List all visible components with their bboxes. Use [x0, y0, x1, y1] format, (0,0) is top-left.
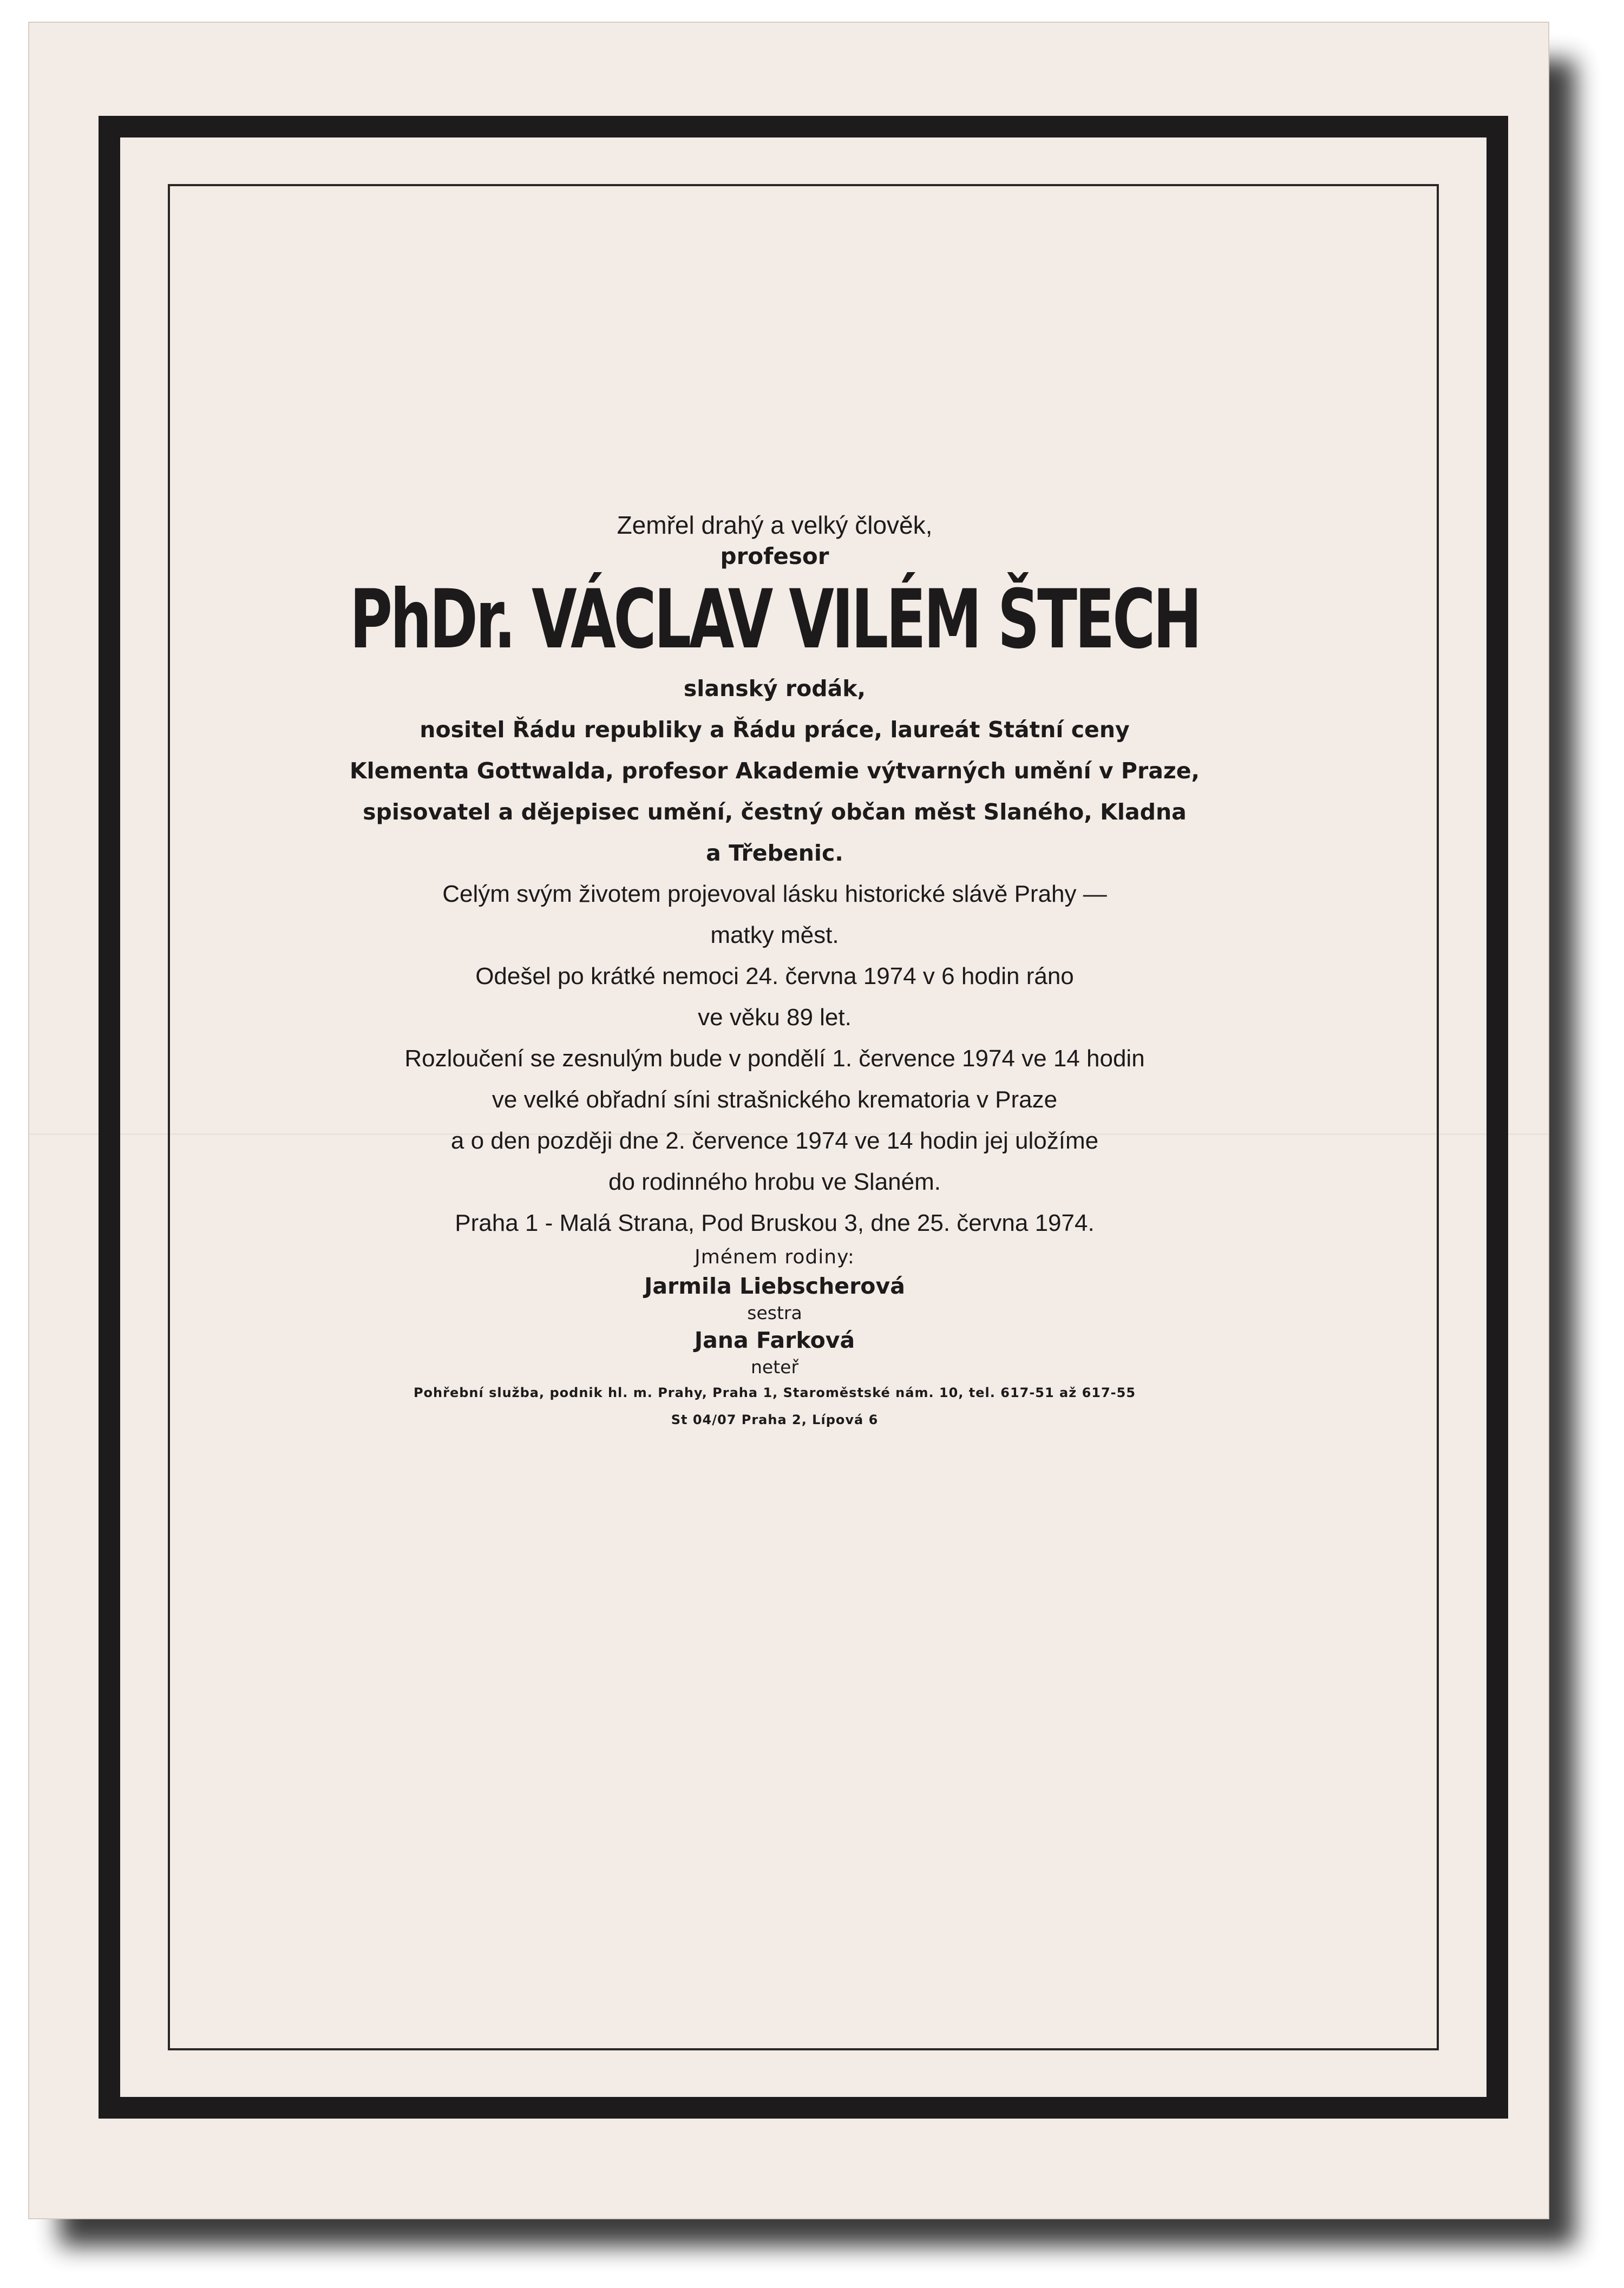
funeral-line: do rodinného hrobu ve Slaném.	[608, 1169, 941, 1195]
funeral-line: ve velké obřadní síni strašnického krematoria v Praze	[492, 1086, 1058, 1113]
member-name: Jarmila Liebscherová	[644, 1273, 905, 1299]
honors-line: Klementa Gottwalda, profesor Akademie výtvarných umění v Praze,	[349, 758, 1200, 784]
family-member	[142, 1271, 1407, 1325]
family-heading: Jménem rodiny:	[695, 1246, 855, 1268]
imprint-line: St 04/07 Praha 2, Lípová 6	[671, 1412, 879, 1427]
place-date: Praha 1 - Malá Strana, Pod Bruskou 3, dne 25. června 1974.	[455, 1210, 1095, 1236]
family-member	[142, 1325, 1407, 1379]
honors-line: nositel Řádu republiky a Řádu práce, laureát Státní ceny	[420, 717, 1130, 743]
life-line: Celým svým životem projevoval lásku historické slávě Prahy —	[442, 881, 1107, 907]
obituary-text	[142, 509, 1407, 1433]
member-relation: neteř	[750, 1356, 799, 1378]
deceased-name: PhDr. VÁCLAV VILÉM ŠTECH	[349, 573, 1200, 667]
honors-line: slanský rodák,	[683, 676, 866, 702]
funeral-line: Rozloučení se zesnulým bude v pondělí 1. července 1974 ve 14 hodin	[404, 1045, 1145, 1072]
imprint-line: Pohřební služba, podnik hl. m. Prahy, Praha 1, Staroměstské nám. 10, tel. 617-51 až 617-55	[413, 1385, 1136, 1400]
honors-line: spisovatel a dějepisec umění, čestný občan měst Slaného, Kladna	[363, 799, 1187, 825]
funeral-block	[142, 1038, 1407, 1203]
honors-line: a Třebenic.	[706, 840, 843, 866]
funeral-line: a o den později dne 2. července 1974 ve 14 hodin jej uložíme	[450, 1127, 1099, 1154]
intro-line: Zemřel drahý a velký člověk,	[617, 511, 933, 539]
honors-block	[142, 668, 1407, 874]
life-line: Odešel po krátké nemoci 24. června 1974 v 6 hodin ráno	[475, 963, 1074, 989]
life-line: matky měst.	[710, 922, 839, 948]
academic-title: profesor	[720, 543, 829, 569]
printer-imprint	[142, 1379, 1407, 1433]
life-block	[142, 874, 1407, 1038]
member-name: Jana Farková	[694, 1327, 855, 1353]
member-relation: sestra	[747, 1302, 802, 1323]
life-line: ve věku 89 let.	[698, 1004, 852, 1031]
